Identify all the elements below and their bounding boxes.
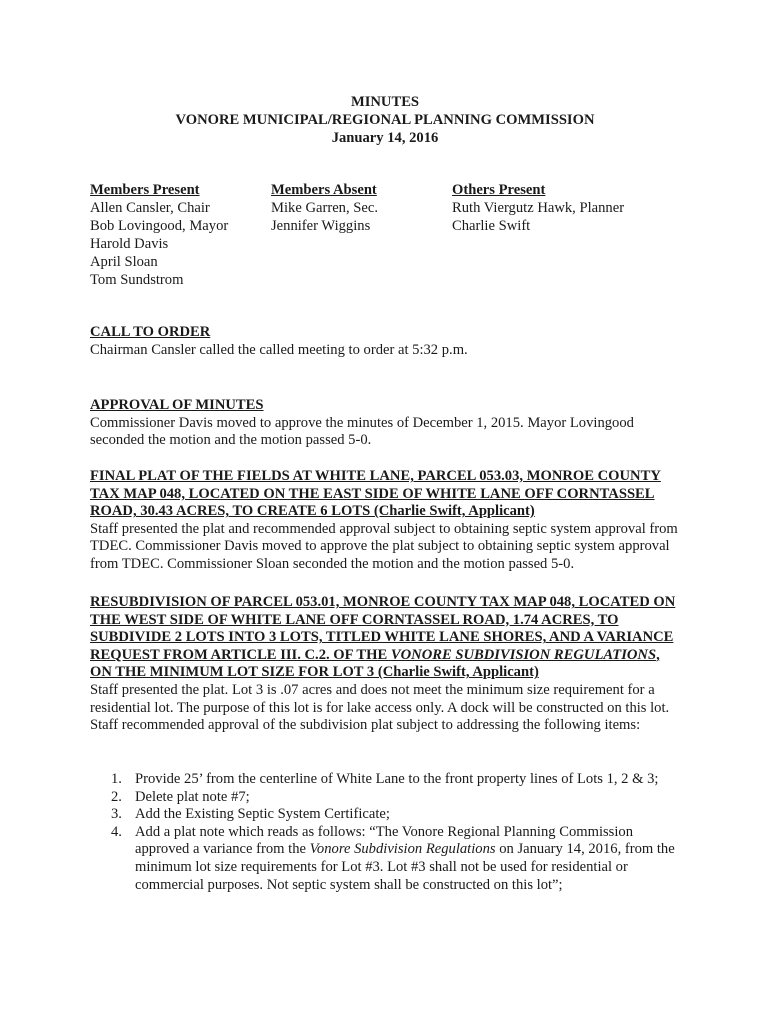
list-item-text-part1: Add a plat note which reads as follows: “The Vonore Regional Planning Commission approved a variance from the	[135, 823, 634, 858]
approval-text: Commissioner Davis moved to approve the minutes of December 1, 2015. Mayor Lovingood seconded the motion and the motion passed 5-0.	[90, 414, 634, 449]
members-absent-heading: Members Absent	[271, 182, 377, 198]
absent-name: Jennifer Wiggins	[271, 218, 371, 234]
list-item-number: 1.	[111, 771, 122, 787]
absent-name: Mike Garren, Sec.	[271, 200, 378, 216]
member-name: Bob Lovingood, Mayor	[90, 218, 229, 234]
resubdivision-heading	[90, 594, 682, 682]
list-item-text-part2: on January 14, 2016, from the minimum lot size requirements for Lot #3. Lot #3 shall not be used for residential or commercial purposes. Not septic system shall be constructed on this lot”;	[135, 841, 675, 893]
resubdivision-heading-part2: , ON THE MINIMUM LOT SIZE FOR LOT 3 (Charlie Swift, Applicant)	[90, 646, 660, 681]
resubdivision-section	[90, 594, 682, 735]
member-name: April Sloan	[90, 254, 158, 270]
member-name: Tom Sundstrom	[90, 272, 184, 288]
list-item-number: 3.	[111, 806, 122, 823]
final-plat-section	[90, 468, 682, 574]
list-item	[90, 806, 690, 824]
list-item	[90, 789, 690, 807]
call-to-order-text: Chairman Cansler called the called meeting to order at 5:32 p.m.	[90, 341, 468, 358]
other-name: Charlie Swift	[452, 218, 531, 234]
call-to-order-heading: CALL TO ORDER	[90, 324, 211, 340]
meeting-date: January 14, 2016	[331, 130, 439, 146]
list-item-number: 4.	[111, 823, 122, 840]
member-name: Allen Cansler, Chair	[90, 200, 210, 216]
approval-section	[90, 397, 682, 450]
members-present-column	[90, 182, 228, 290]
list-item-number: 2.	[111, 788, 122, 805]
resubdivision-heading-part1: RESUBDIVISION OF PARCEL 053.01, MONROE COUNTY TAX MAP 048, LOCATED ON THE WEST SIDE OF WHITE LANE OFF CORNTASSEL ROAD, 1.74 ACRES, TO SUBDIVIDE 2 LOTS INTO 3 LOTS, TITLED WHITE LANE SHORES, AND A VARIANCE REQUEST FROM ARTICLE III. C.2. OF THE	[90, 594, 676, 663]
others-present-column	[452, 182, 624, 236]
list-item	[90, 771, 690, 789]
list-item-text: Delete plat note #7;	[135, 788, 250, 805]
list-item-text: Provide 25’ from the centerline of White Lane to the front property lines of Lots 1, 2 & 3;	[135, 771, 659, 787]
call-to-order-section	[90, 324, 682, 359]
resubdivision-heading-italic: VONORE SUBDIVISION REGULATIONS	[390, 646, 657, 663]
list-item-text-italic: Vonore Subdivision Regulations	[309, 841, 496, 858]
members-absent-column	[271, 182, 378, 236]
approval-heading: APPROVAL OF MINUTES	[90, 397, 264, 413]
members-present-heading: Members Present	[90, 182, 200, 198]
conditions-list	[90, 771, 690, 894]
list-item-text: Add the Existing Septic System Certificate;	[135, 806, 390, 823]
list-item	[90, 824, 690, 894]
member-name: Harold Davis	[90, 236, 169, 252]
minutes-title: MINUTES	[350, 94, 420, 110]
other-name: Ruth Viergutz Hawk, Planner	[452, 200, 625, 216]
final-plat-text: Staff presented the plat and recommended approval subject to obtaining septic system approval from TDEC. Commissioner Davis moved to approve the plat subject to obtaining septic system approval from TDEC. Commissioner Sloan seconded the motion and the motion passed 5-0.	[90, 520, 678, 572]
title-block	[0, 94, 770, 148]
commission-name: VONORE MUNICIPAL/REGIONAL PLANNING COMMISSION	[175, 112, 595, 128]
resubdivision-text: Staff presented the plat. Lot 3 is .07 acres and does not meet the minimum size requirement for a residential lot. The purpose of this lot is for lake access only. A dock will be constructed on this lot. Staff recommended approval of the subdivision plat subject to addressing the following items:	[90, 681, 670, 734]
others-present-heading: Others Present	[452, 182, 546, 198]
final-plat-heading: FINAL PLAT OF THE FIELDS AT WHITE LANE, PARCEL 053.03, MONROE COUNTY TAX MAP 048, LOCATED ON THE EAST SIDE OF WHITE LANE OFF CORNTASSEL ROAD, 30.43 ACRES, TO CREATE 6 LOTS (Charlie Swift, Applicant)	[90, 468, 661, 520]
